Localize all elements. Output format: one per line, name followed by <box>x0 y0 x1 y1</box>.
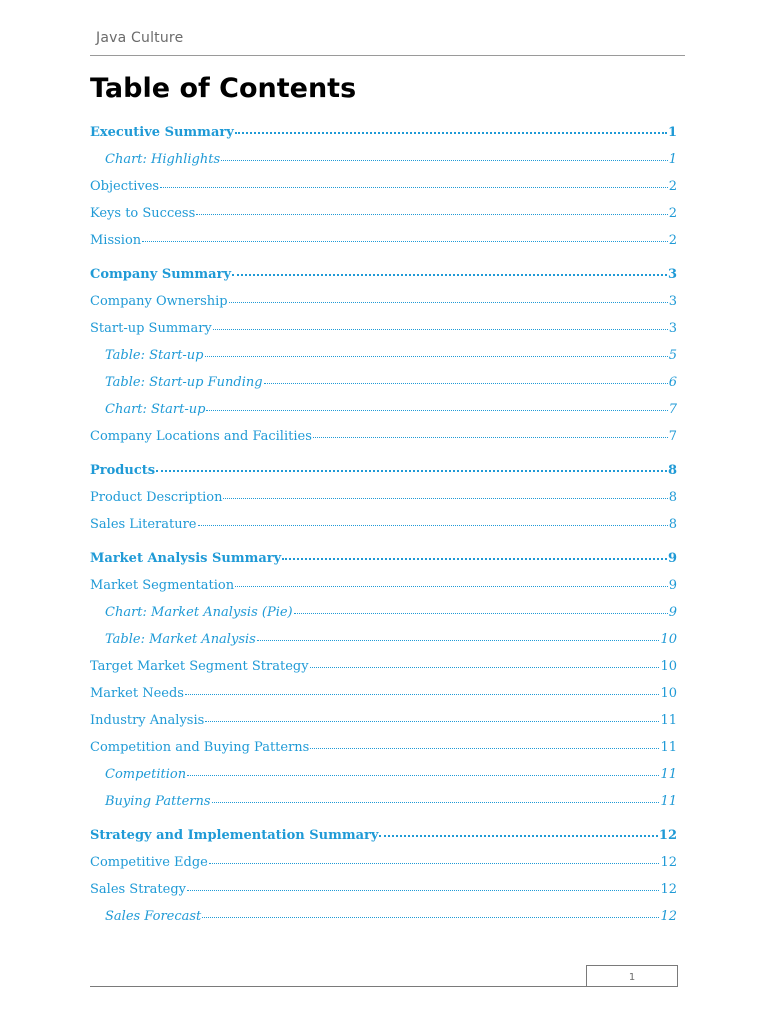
toc-entry-label: Company Ownership <box>90 294 228 309</box>
toc-entry-label: Market Segmentation <box>90 578 235 593</box>
toc-entry[interactable] <box>90 734 677 761</box>
toc-dot-leader <box>264 373 668 384</box>
toc-entry-page-number: 12 <box>660 882 677 897</box>
toc-entry-page-number: 11 <box>660 794 677 809</box>
toc-entry-page-number: 5 <box>668 348 677 363</box>
toc-entry-label: Objectives <box>90 179 160 194</box>
toc-entry-page-number: 10 <box>660 686 677 701</box>
toc-dot-leader <box>223 488 667 499</box>
toc-entry[interactable] <box>90 342 677 369</box>
toc-entry[interactable] <box>90 423 677 450</box>
toc-entry-label: Industry Analysis <box>90 713 205 728</box>
toc-entry-label: Competition <box>105 767 187 782</box>
toc-entry[interactable] <box>90 788 677 815</box>
toc-entry-page-number: 11 <box>660 740 677 755</box>
toc-entry-page-number: 8 <box>668 490 677 505</box>
toc-entry-page-number: 12 <box>660 855 677 870</box>
toc-entry-label: Executive Summary <box>90 125 234 140</box>
toc-entry[interactable] <box>90 599 677 626</box>
toc-dot-leader <box>156 460 667 472</box>
toc-entry-label: Strategy and Implementation Summary <box>90 828 379 843</box>
toc-entry-label: Table: Market Analysis <box>105 632 256 647</box>
toc-entry-label: Chart: Highlights <box>105 152 221 167</box>
toc-entry-page-number: 3 <box>667 267 677 282</box>
toc-entry-label: Products <box>90 463 156 478</box>
toc-entry-page-number: 2 <box>668 179 677 194</box>
toc-entry[interactable] <box>90 369 677 396</box>
toc-dot-leader <box>187 880 659 891</box>
toc-entry[interactable] <box>90 261 677 288</box>
toc-dot-leader <box>379 825 657 837</box>
toc-entry-page-number: 3 <box>668 321 677 336</box>
toc-dot-leader <box>235 122 667 134</box>
toc-dot-leader <box>282 548 667 560</box>
table-of-contents <box>90 119 677 930</box>
toc-entry-page-number: 9 <box>668 605 677 620</box>
toc-entry[interactable] <box>90 173 677 200</box>
toc-entry[interactable] <box>90 227 677 254</box>
toc-entry[interactable] <box>90 146 677 173</box>
toc-entry-label: Sales Strategy <box>90 882 186 897</box>
toc-entry[interactable] <box>90 849 677 876</box>
toc-entry[interactable] <box>90 484 677 511</box>
toc-entry-label: Competition and Buying Patterns <box>90 740 310 755</box>
toc-dot-leader <box>185 684 659 695</box>
toc-dot-leader <box>310 657 660 668</box>
toc-entry-page-number: 6 <box>668 375 677 390</box>
toc-entry-page-number: 2 <box>668 206 677 221</box>
toc-dot-leader <box>221 150 668 161</box>
toc-dot-leader <box>198 515 668 526</box>
toc-dot-leader <box>202 907 659 918</box>
toc-entry-label: Table: Start-up <box>105 348 204 363</box>
running-header: Java Culture <box>96 30 184 46</box>
toc-dot-leader <box>205 711 659 722</box>
toc-entry-label: Buying Patterns <box>105 794 211 809</box>
toc-entry-label: Sales Literature <box>90 517 197 532</box>
toc-entry-page-number: 3 <box>668 294 677 309</box>
toc-entry[interactable] <box>90 572 677 599</box>
toc-entry-page-number: 8 <box>668 517 677 532</box>
toc-entry-label: Start-up Summary <box>90 321 212 336</box>
toc-entry[interactable] <box>90 653 677 680</box>
toc-dot-leader <box>310 738 659 749</box>
page-title: Table of Contents <box>90 73 357 104</box>
toc-entry-page-number: 1 <box>668 152 677 167</box>
toc-entry-page-number: 10 <box>660 659 677 674</box>
toc-entry-page-number: 10 <box>660 632 677 647</box>
toc-dot-leader <box>294 603 668 614</box>
toc-entry-label: Target Market Segment Strategy <box>90 659 309 674</box>
toc-entry-label: Chart: Market Analysis (Pie) <box>105 605 293 620</box>
toc-dot-leader <box>313 427 668 438</box>
toc-dot-leader <box>235 576 668 587</box>
toc-dot-leader <box>196 204 667 215</box>
toc-entry-page-number: 8 <box>667 463 677 478</box>
toc-entry[interactable] <box>90 315 677 342</box>
header-rule <box>90 55 685 56</box>
toc-entry-page-number: 9 <box>668 578 677 593</box>
toc-entry-label: Company Locations and Facilities <box>90 429 312 444</box>
toc-entry[interactable] <box>90 545 677 572</box>
toc-entry[interactable] <box>90 680 677 707</box>
toc-entry-page-number: 9 <box>667 551 677 566</box>
toc-entry-label: Mission <box>90 233 142 248</box>
toc-entry[interactable] <box>90 457 677 484</box>
toc-entry-label: Product Description <box>90 490 223 505</box>
toc-entry-label: Table: Start-up Funding <box>105 375 263 390</box>
toc-entry[interactable] <box>90 200 677 227</box>
toc-entry[interactable] <box>90 822 677 849</box>
toc-entry[interactable] <box>90 511 677 538</box>
toc-dot-leader <box>160 177 668 188</box>
toc-dot-leader <box>213 319 668 330</box>
toc-entry-page-number: 11 <box>660 713 677 728</box>
toc-dot-leader <box>205 346 668 357</box>
footer-rule <box>90 986 678 987</box>
toc-entry[interactable] <box>90 396 677 423</box>
toc-entry-page-number: 2 <box>668 233 677 248</box>
toc-entry-page-number: 12 <box>660 909 677 924</box>
toc-dot-leader <box>212 792 660 803</box>
toc-dot-leader <box>187 765 659 776</box>
toc-entry-label: Competitive Edge <box>90 855 208 870</box>
toc-entry-label: Company Summary <box>90 267 231 282</box>
toc-entry-page-number: 7 <box>668 429 677 444</box>
toc-dot-leader <box>257 630 660 641</box>
toc-entry-page-number: 7 <box>668 402 677 417</box>
toc-entry-page-number: 12 <box>658 828 677 843</box>
toc-dot-leader <box>232 264 667 276</box>
toc-entry[interactable] <box>90 903 677 930</box>
toc-entry-label: Chart: Start-up <box>105 402 206 417</box>
toc-entry-label: Keys to Success <box>90 206 196 221</box>
toc-entry[interactable] <box>90 876 677 903</box>
toc-entry-label: Market Needs <box>90 686 184 701</box>
toc-entry[interactable] <box>90 288 677 315</box>
toc-entry-page-number: 11 <box>660 767 677 782</box>
toc-entry-page-number: 1 <box>667 125 677 140</box>
toc-entry-label: Sales Forecast <box>105 909 202 924</box>
toc-dot-leader <box>209 853 660 864</box>
toc-dot-leader <box>142 231 668 242</box>
toc-dot-leader <box>229 292 668 303</box>
toc-entry[interactable] <box>90 707 677 734</box>
toc-entry[interactable] <box>90 626 677 653</box>
toc-dot-leader <box>206 400 667 411</box>
toc-entry[interactable] <box>90 119 677 146</box>
toc-entry[interactable] <box>90 761 677 788</box>
toc-entry-label: Market Analysis Summary <box>90 551 282 566</box>
page-number: 1 <box>586 965 678 986</box>
